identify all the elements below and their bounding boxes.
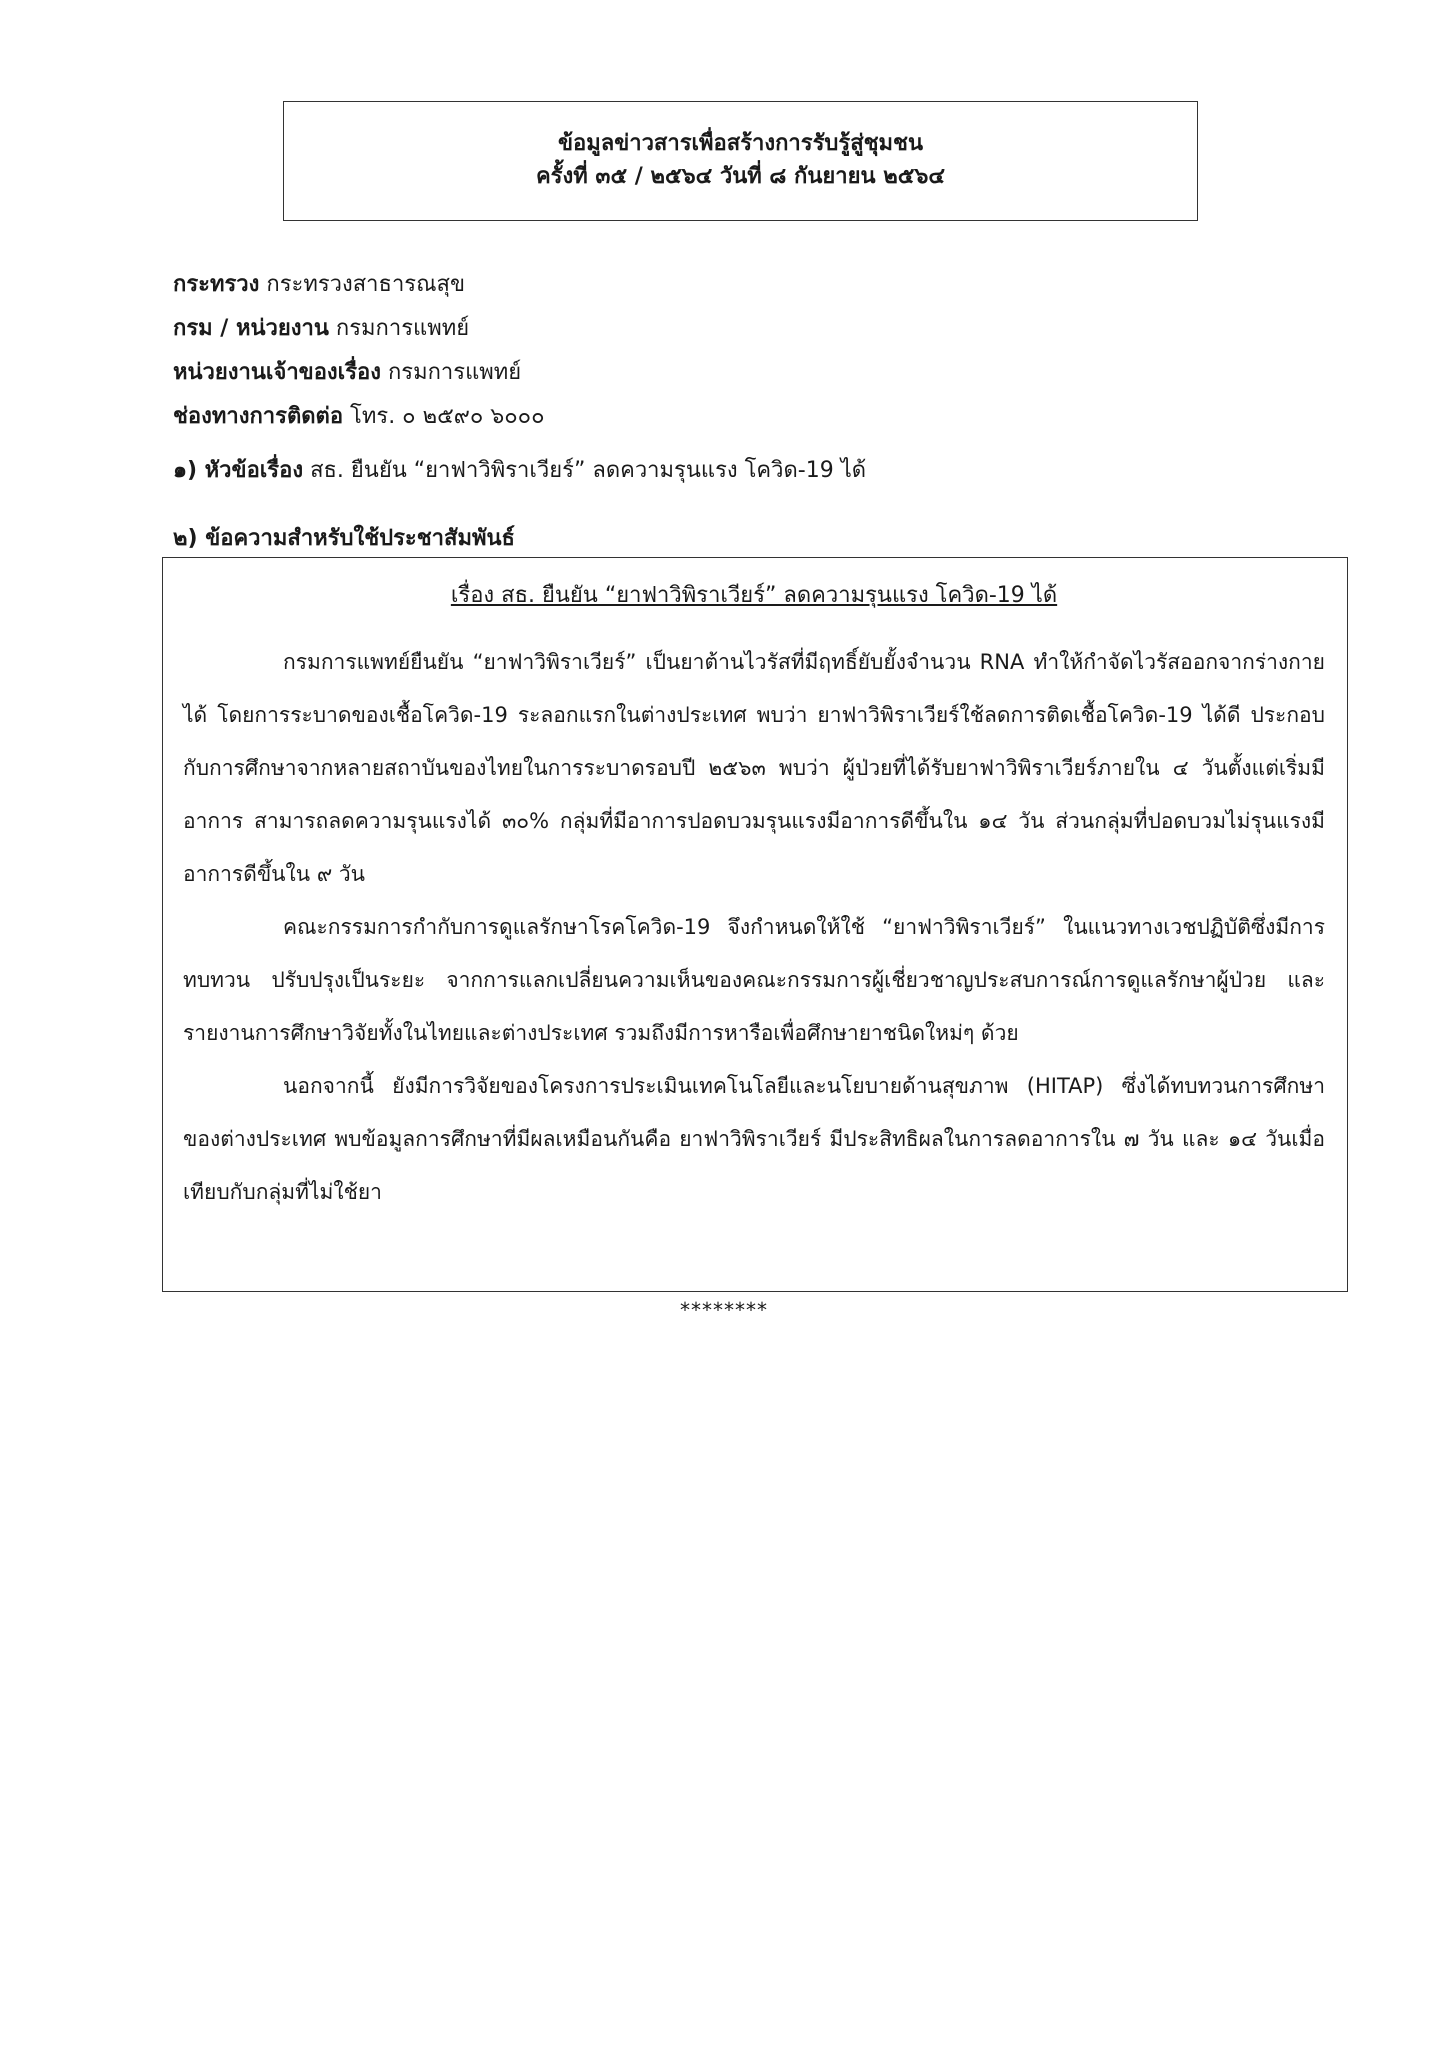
document-title: ข้อมูลข่าวสารเพื่อสร้างการรับรู้สู่ชุมชน [557,131,924,156]
issue-line: ครั้งที่ ๓๕ / ๒๕๖๔ วันที่ ๘ กันยายน ๒๕๖๔ [535,164,946,189]
department-row [173,307,545,351]
press-release-title: เรื่อง สธ. ยืนยัน “ยาฟาวิพิราเวียร์” ลดความรุนแรง โควิด-19 ได้ [450,583,1058,608]
contact-label: ช่องทางการติดต่อ [173,404,344,429]
paragraph: คณะกรรมการกำกับการดูแลรักษาโรคโควิด-19 จึงกำหนดให้ใช้ “ยาฟาวิพิราเวียร์” ในแนวทางเวชปฏิบัติซึ่งมีการทบทวน ปรับปรุงเป็นระยะ จากการแลกเปลี่ยนความเห็นของคณะกรรมการผู้เชี่ยวชาญประสบการณ์การดูแลรักษาผู้ป่วย และรายงานการศึกษาวิจัยทั้งในไทยและต่างประเทศ รวมถึงมีการหารือเพื่อศึกษายาชนิดใหม่ๆ ด้วย [183,915,1325,1045]
topic-label: ๑) หัวข้อเรื่อง [173,458,304,483]
topic-value: สธ. ยืนยัน “ยาฟาวิพิราเวียร์” ลดความรุนแรง โควิด-19 ได้ [303,458,867,483]
ministry-value: กระทรวงสาธารณสุข [259,272,465,297]
contact-row [173,395,545,439]
press-release-box [162,557,1348,1292]
department-label: กรม / หน่วยงาน [173,316,329,341]
meta-block [173,263,545,439]
owner-label: หน่วยงานเจ้าของเรื่อง [173,360,381,385]
paragraph: นอกจากนี้ ยังมีการวิจัยของโครงการประเมินเทคโนโลยีและนโยบายด้านสุขภาพ (HITAP) ซึ่งได้ทบทวนการศึกษาของต่างประเทศ พบข้อมูลการศึกษาที่มีผลเหมือนกันคือ ยาฟาวิพิราเวียร์ มีประสิทธิผลในการลดอาการใน ๗ วัน และ ๑๔ วันเมื่อเทียบกับกลุ่มที่ไม่ใช้ยา [183,1074,1325,1204]
department-value: กรมการแพทย์ [328,316,470,341]
topic-row [173,451,866,491]
contact-value: โทร. ๐ ๒๕๙๐ ๖๐๐๐ [343,404,545,429]
owner-row [173,351,545,395]
press-release-label: ๒) ข้อความสำหรับใช้ประชาสัมพันธ์ [173,526,515,551]
owner-value: กรมการแพทย์ [380,360,522,385]
end-marker: ******** [680,1298,768,1322]
ministry-label: กระทรวง [173,272,260,297]
header-box [283,101,1198,221]
ministry-row [173,263,545,307]
paragraph: กรมการแพทย์ยืนยัน “ยาฟาวิพิราเวียร์” เป็นยาต้านไวรัสที่มีฤทธิ์ยับยั้งจำนวน RNA ทำให้กำจัดไวรัสออกจากร่างกายได้ โดยการระบาดของเชื้อโควิด-19 ระลอกแรกในต่างประเทศ พบว่า ยาฟาวิพิราเวียร์ใช้ลดการติดเชื้อโควิด-19 ได้ดี ประกอบกับการศึกษาจากหลายสถาบันของไทยในการระบาดรอบปี ๒๕๖๓ พบว่า ผู้ป่วยที่ได้รับยาฟาวิพิราเวียร์ภายใน ๔ วันตั้งแต่เริ่มมีอาการ สามารถลดความรุนแรงได้ ๓๐% กลุ่มที่มีอาการปอดบวมรุนแรงมีอาการดีขึ้นใน ๑๔ วัน ส่วนกลุ่มที่ปอดบวมไม่รุนแรงมีอาการดีขึ้นใน ๙ วัน [183,650,1325,886]
